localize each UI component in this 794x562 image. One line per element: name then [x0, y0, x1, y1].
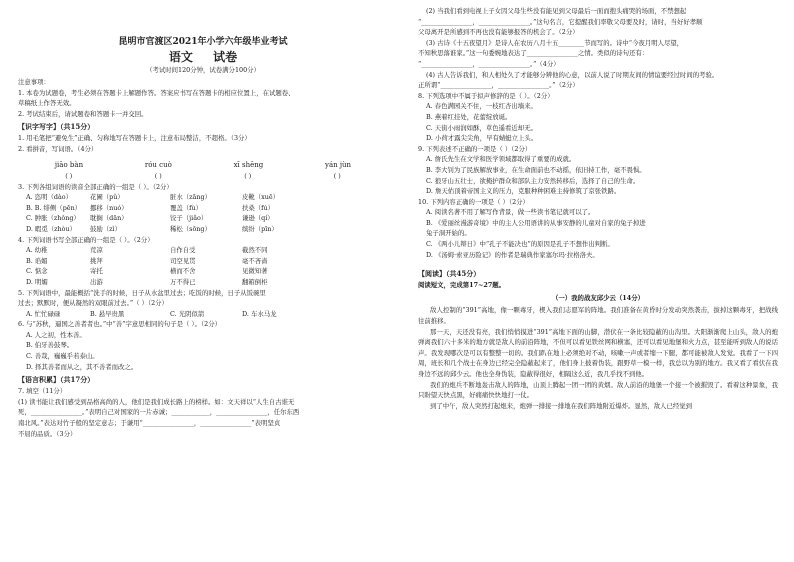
option-line: A. 人之初，性本善。: [26, 330, 86, 339]
option-cell: D. 明媚: [26, 277, 48, 286]
q7-cont-line: (4) 古人告诉我们，和人相处久了才能够分辨他的心意，以前人说了时期友间的情谊要经过时间的考验。: [426, 70, 719, 79]
option-line: A. 阅读名著不用了解写作背景，做一些读书笔记就可以了。: [426, 208, 595, 217]
exam-subject: 语文 试卷: [168, 50, 238, 64]
option-cell: 毫不吝啬: [242, 256, 268, 265]
option-cell: 花圃（pǔ）: [90, 193, 124, 202]
section-heading-accumulation: 【语言积累】（共17分）: [18, 375, 95, 385]
reading-paragraph: 到了中午，敌人突然打起炮来，炮弹一排接一排地在我们阵地附近爆炸。显然，敌人已经觉到: [430, 401, 693, 410]
option-line: B. 李大钊为了民族解放事业，在生命面前也不动摇，依旧持工作，毫不畏惧。: [426, 165, 646, 174]
option-cell: D. 车水马龙: [242, 309, 277, 318]
option-cell: 自作自受: [170, 246, 196, 255]
option-line: 兔子洞开始的。: [426, 229, 471, 238]
option-cell: A. 恣明（dào）: [26, 193, 72, 202]
option-cell: B. 谄媚: [26, 256, 48, 265]
option-cell: 寄托: [90, 267, 103, 276]
option-line: D. 择其善者而从之，其不善者而改之。: [26, 362, 138, 371]
option-cell: D. 暇觅（zhòu）: [26, 224, 76, 233]
option-line: D. 《汤姆·索亚历险记》的作者是瑞典作家塞尔玛·拉格洛夫。: [426, 250, 599, 259]
question-6: 6. 与“苏秋，逼国之善者者也。”中“善”字意思相同的句子是（ ）。（2分）: [18, 320, 222, 329]
option-cell: 扶桑（fú）: [242, 203, 275, 212]
q7-line: 不屈的品质。（3分）: [18, 429, 77, 438]
option-cell: 谦逊（qí）: [242, 214, 274, 223]
option-cell: 皮靴（xuē）: [242, 193, 280, 202]
option-line: D. 詹天佑顶着帝国主义的压力，克服种种困难主持修筑了京张铁路。: [426, 187, 621, 196]
option-line: C. 狼牙山五壮士，欲掩护群众和部队主力安然转移后，选择了自己的生命。: [426, 176, 640, 185]
q7-cont-line: (3) 古诗《十五夜望月》是诗人在农历八月十五________节而写的。诗中“今夜月明人尽望，: [426, 38, 684, 47]
pinyin-item: jiāo bàn: [54, 160, 84, 169]
answer-box: ( ): [333, 171, 341, 180]
reading-paragraph: 那一天，天还没有亮，我们悄悄摸进“391”高地下面的山脚，潜伏在一条比较隐蔽的山沟里。大阳渐渐爬上山头，敌人的炮弹离我们六十多米的地方就是敌人的前沿阵地，不但可以看见铁丝网和横塞，还可以看见地堡和火力点，甚至能听到敌人的说话声。我发现哪次是可以有整整一切的。我们趴在地上必须绝对不动，咳嗽一声或者缩一下腿，都可能被敌人发觉。我看了一下四周，班长和几个战士在身边已经完全隐蔽起来了，他们身上披着伪装，跟野草一模一样，我总以为别的地方。我又看了看伏在我身边不远的邱少云。他也全身伪装，隐蔽得很好，相隔这么近，我几乎找不到他。: [418, 327, 778, 378]
option-cell: C. 光阴似箭: [170, 309, 205, 318]
answer-box: ( ): [244, 171, 252, 180]
question-5-line: 5. 下列词语中，最能概括“洗手的时候，日子从水盆里过去；吃饭的时候，日子从饭碗里: [18, 288, 266, 297]
question-7: 7. 填空（11分）: [18, 387, 67, 396]
option-cell: 稀松（sōng）: [170, 224, 211, 233]
option-cell: 万不得已: [170, 277, 196, 286]
answer-box-row: [18, 171, 388, 182]
q4-options: [18, 245, 388, 287]
option-line: A. 詹氏先生在文学和医学领域都取得了重要的成就。: [426, 155, 576, 164]
question-8: 8. 下列选项中不属于拟声修辞的是（ ）。（2分）: [418, 91, 554, 100]
option-cell: 覆盖（fù）: [170, 203, 203, 212]
section-heading-writing: 【识字写字】（共15分）: [18, 122, 95, 132]
question-9: 9. 下列表述不正确的一项是（ ）（2分）: [418, 144, 532, 153]
reading-paragraph: 我们的炮兵不断地轰击敌人的阵地，山顶上腾起一团一团的黄烟。敌人前沿的地堡一个接一个被摧毁了。看着这种景象，我只盼望天快点黑，好痛痛快快地打一仗。: [418, 380, 778, 400]
notice-item: 草稿纸上作答无效。: [18, 99, 76, 108]
option-cell: A. 忙忙碌碌: [26, 309, 61, 318]
q7-line: 死，________________。”表明自己对国家的一片赤诚；____________，________________，任尔东西: [18, 408, 300, 417]
pinyin-item: xī shēng: [233, 160, 264, 169]
question-10: 10. 下列内容正确的一项是（ ）（2分）: [418, 197, 529, 206]
q7-cont-line: “________________，________________。”（4分）: [418, 59, 560, 68]
notice-item: 2. 考试结束后，请试题卷和答题卡一并交回。: [18, 109, 148, 118]
question-1: 1. 用毛笔把“避免生”正确、匀称地写在答题卡上，注意布局整洁，不超格。（3分）: [18, 134, 251, 143]
question-5-line: 过去；默默时，便从凝然的双眼前过去。”（ ）（2分）: [18, 299, 168, 308]
option-cell: 翻箱倒柜: [242, 277, 268, 286]
question-3: 3. 下列各组词语的读音全部正确的一组是（ ）。（2分）: [18, 182, 173, 191]
option-cell: 挑拜: [90, 256, 103, 265]
option-cell: 司空见贯: [170, 256, 196, 265]
option-cell: 鼓励（zì）: [90, 224, 121, 233]
option-line: C. 善哉，巍巍乎若泰山。: [26, 352, 99, 361]
option-line: C. 《两小儿辩日》中“孔子不能决也”的原因是孔子不想作出判断。: [426, 240, 614, 249]
option-line: B. 伯牙善鼓琴。: [26, 341, 74, 350]
q7-cont-line: 父母离开是所感到不再也没有能够报答的机会了。（2分）: [418, 28, 579, 37]
section-heading-reading: 【阅读】（共45分）: [418, 269, 481, 279]
reading-instruction: 阅读短文，完成第17~27题。: [418, 281, 506, 290]
option-cell: B. 悬早贵黑: [90, 309, 125, 318]
option-cell: 挪移（nuó）: [90, 203, 128, 212]
option-cell: 脏水（zāng）: [170, 193, 211, 202]
q7-line: 南北风。”表达对竹子般的坚定意志；于谦用“________________，________________”表明坚贞: [18, 419, 281, 428]
question-2: 2. 看拼音，写词语。（4分）: [18, 144, 98, 153]
q7-cont-line: 不知秋思落谁家。”这一句委婉地表达了________________之情。类似的诗句还有：: [418, 49, 649, 58]
option-line: B. 燕着红挂处，花蕾绽放诞。: [426, 112, 512, 121]
option-line: B. 《爱丽丝漫游奇境》中的主人公用语讲的从事安静的儿童对自家的兔子掉进: [426, 218, 646, 227]
option-cell: 横而不舍: [170, 267, 196, 276]
exam-title: 昆明市官渡区2021年小学六年级毕业考试: [118, 37, 288, 47]
option-cell: 耽搁（dān）: [90, 214, 128, 223]
right-column: [418, 6, 778, 558]
option-cell: 缤纷（pīn）: [242, 224, 278, 233]
notice-item: 1. 本卷为试题卷，考生必须在答题卡上解题作答。答案应书写在答题卡的相应位置上，在试题卷、: [18, 88, 295, 97]
option-cell: C. 惦念: [26, 267, 48, 276]
q5-options: [18, 309, 388, 320]
answer-box: ( ): [154, 171, 162, 180]
q3-options: [18, 192, 388, 234]
time-note: （考试时间120分钟，试卷满分100分）: [146, 66, 260, 74]
q7-cont-line: (2) 当我们看到电视上子女因父母生些没有能见到父母最后一面而抱头痛哭的场面，不禁想起: [426, 7, 687, 15]
option-line: D. 小荷才露尖尖角，早有蜻蜓立上头。: [426, 134, 538, 143]
option-cell: 见微知著: [242, 267, 268, 276]
option-line: A. 春色满园关不住，一枝红杏出墙来。: [426, 102, 537, 111]
q7-cont-line: “________________，________________。”这句名言，它提醒我们率敬父母要及时，请时，当好好孝顺: [418, 17, 703, 26]
option-cell: 饺子（jiǎo）: [170, 214, 208, 223]
reading-title: （一）我的战友邱少云（14分）: [552, 293, 644, 302]
left-column: [18, 6, 388, 558]
option-cell: 出游: [90, 277, 103, 286]
option-cell: A. 幼稚: [26, 246, 48, 255]
option-cell: B. B. 绯侧（pēn）: [26, 203, 82, 212]
q7-line: (1) 读书能让我们感受到品格高尚的人，他们是我们成长路上的榜样。如：文天祥以“人生自古谁无: [18, 397, 295, 406]
option-line: C. 天街小雨润如酥，草色遥看近却无。: [426, 123, 537, 132]
pinyin-item: yán jùn: [325, 160, 352, 169]
pinyin-item: róu cuò: [144, 160, 172, 169]
option-cell: 截然不同: [242, 246, 268, 255]
reading-paragraph: 敌人控制的“391”高地，像一颗毒牙，楔入我们志愿军的阵地。我们准备在黄昏时分发动突然袭击，拔掉这颗毒牙，把战线往前推移。: [418, 306, 778, 326]
q7-cont-line: 正所谓“________________，________________。”（2分）: [418, 81, 579, 90]
option-cell: C. 肿胀（zhǒng）: [26, 214, 80, 223]
answer-box: ( ): [65, 171, 73, 180]
question-4: 4. 下列词语书写全部正确的一组是（ ）。（2分）: [18, 235, 154, 244]
option-cell: 荒凉: [90, 246, 103, 255]
notice-heading: 注意事项：: [18, 78, 50, 86]
pinyin-row: [18, 159, 388, 171]
